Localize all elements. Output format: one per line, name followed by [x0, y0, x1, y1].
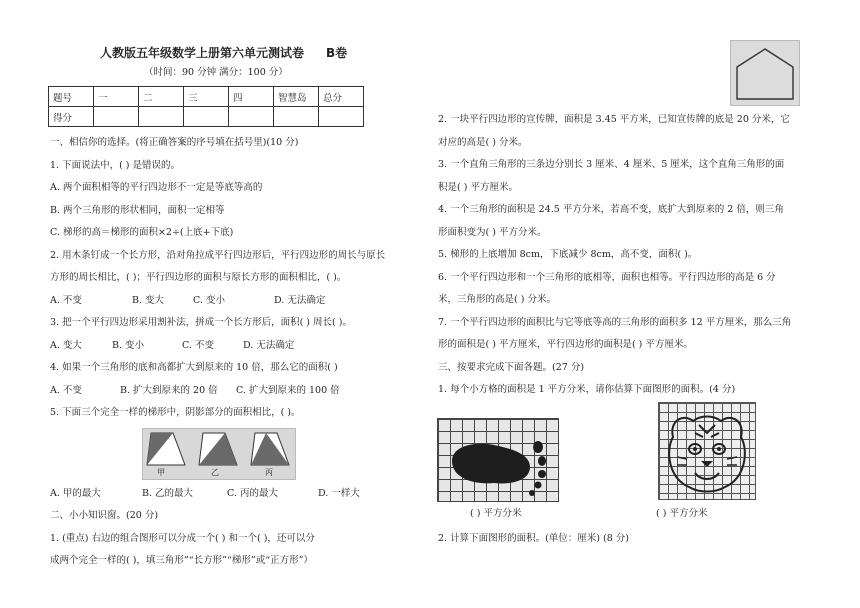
score-input-cell[interactable]: [319, 107, 364, 127]
question-5-option: C. 丙的最大: [227, 488, 278, 499]
footprint-area-answer[interactable]: ( ) 平方分米: [470, 508, 522, 519]
trapezoids-figure: [142, 428, 296, 480]
question-2-option: B. 变大: [132, 295, 165, 306]
house-shape-drawing: [731, 41, 799, 105]
right-question-6-line-2: 米，三角形的高是( ) 分米。: [438, 294, 556, 305]
question-1-option-b: B. 两个三角形的形状相同，面积一定相等: [50, 205, 225, 216]
question-2-line-1: 2. 用木条钉成一个长方形，沿对角拉成平行四边形后，平行四边形的周长与原长: [50, 250, 386, 261]
score-cell: 二: [139, 87, 184, 107]
right-question-9: 2. 计算下面图形的面积。(单位：厘米) (8 分): [438, 533, 629, 544]
score-cell: 智慧岛: [274, 87, 319, 107]
exam-version: B卷: [326, 46, 348, 60]
question-4-option: C. 扩大到原来的 100 倍: [236, 385, 340, 396]
right-question-4-line-2: 形面积变为( ) 平方分米。: [438, 227, 547, 238]
question-5: 5. 下面三个完全一样的梯形中，阴影部分的面积相比，( )。: [50, 407, 301, 418]
score-cell: 总分: [319, 87, 364, 107]
question-2-option: A. 不变: [50, 295, 82, 306]
right-question-2-line-1: 2. 一块平行四边形的宣传牌，面积是 3.45 平方米，已知宣传牌的底是 20 分米，它: [438, 114, 790, 125]
composite-figure-photo: [730, 40, 800, 106]
right-question-6-line-1: 6. 一个平行四边形和一个三角形的底相等，面积也相等。平行四边形的高是 6 分: [438, 272, 776, 283]
score-table-score-row: [49, 107, 364, 127]
question-1: 1. 下面说法中，( ) 是错误的。: [50, 160, 181, 171]
score-input-cell[interactable]: [184, 107, 229, 127]
score-cell: 得分: [49, 107, 94, 127]
question-3-option: A. 变大: [50, 340, 82, 351]
score-input-cell[interactable]: [139, 107, 184, 127]
right-question-7-line-1: 7. 一个平行四边形的面积比与它等底等高的三角形的面积多 12 平方厘米，那么三角: [438, 317, 792, 328]
question-3: 3. 把一个平行四边形采用割补法，拼成一个长方形后，面积( ) 周长( )。: [50, 317, 352, 328]
question-2-option: C. 变小: [193, 295, 225, 306]
question-5-option: B. 乙的最大: [142, 488, 194, 499]
section-2-heading: 二、小小知识窗。(20 分): [50, 510, 159, 521]
score-table: [48, 86, 364, 127]
section-3-heading: 三、按要求完成下面各题。(27 分): [438, 362, 585, 373]
score-cell: 题号: [49, 87, 94, 107]
question-3-option: B. 变小: [112, 340, 145, 351]
question-3-option: D. 无法确定: [243, 340, 295, 351]
score-input-cell[interactable]: [229, 107, 274, 127]
trapezoid-jia: [147, 433, 185, 465]
exam-title: 人教版五年级数学上册第六单元测试卷: [100, 46, 305, 60]
footprint-drawing: [438, 419, 558, 501]
question-2-line-2: 方形的周长相比，( )；平行四边形的面积与原长方形的面积相比，( )。: [50, 272, 347, 283]
score-input-cell[interactable]: [274, 107, 319, 127]
trapezoid-label: 乙: [211, 468, 219, 477]
right-question-4-line-1: 4. 一个三角形的面积是 24.5 平方分米，若高不变，底扩大到原来的 2 倍，则三角: [438, 204, 784, 215]
question-1-option-a: A. 两个面积相等的平行四边形不一定是等底等高的: [50, 182, 263, 193]
right-question-5: 5. 梯形的上底增加 8cm，下底减少 8cm，高不变，面积( )。: [438, 249, 698, 260]
right-question-7-line-2: 形的面积是( ) 平方厘米，平行四边形的面积是( ) 平方厘米。: [438, 339, 693, 350]
question-6-line-1: 1. (重点) 右边的组合图形可以分成一个( ) 和一个( )，还可以分: [50, 533, 315, 544]
trapezoid-label: 丙: [265, 468, 273, 477]
footprint-grid-figure: [437, 418, 559, 502]
question-3-option: C. 不变: [182, 340, 214, 351]
score-table-header-row: [49, 87, 364, 107]
trapezoid-label: 甲: [157, 468, 165, 477]
question-1-option-c: C. 梯形的高＝梯形的面积×2÷(上底+下底): [50, 227, 234, 238]
trapezoid-bing: [251, 433, 289, 465]
question-5-option: D. 一样大: [318, 488, 360, 499]
section-1-heading: 一、相信你的选择。(将正确答案的序号填在括号里)(10 分): [50, 137, 299, 148]
question-4: 4. 如果一个三角形的底和高都扩大到原来的 10 倍，那么它的面积( ): [50, 362, 338, 373]
score-cell: 一: [94, 87, 139, 107]
score-cell: 三: [184, 87, 229, 107]
trapezoid-yi: [199, 433, 237, 465]
right-question-2-line-2: 对应的高是( ) 分米。: [438, 137, 528, 148]
right-question-3-line-1: 3. 一个直角三角形的三条边分别长 3 厘米、4 厘米、5 厘米，这个直角三角形的面: [438, 159, 785, 170]
question-5-option: A. 甲的最大: [50, 488, 101, 499]
question-4-option: B. 扩大到原来的 20 倍: [120, 385, 218, 396]
tiger-area-answer[interactable]: ( ) 平方分米: [656, 508, 708, 519]
question-4-option: A. 不变: [50, 385, 82, 396]
question-2-option: D. 无法确定: [274, 295, 326, 306]
score-cell: 四: [229, 87, 274, 107]
right-question-8: 1. 每个小方格的面积是 1 平方分米，请你估算下面图形的面积。(4 分): [438, 384, 736, 395]
time-info: （时间：90 分钟 满分：100 分）: [144, 67, 288, 78]
score-input-cell[interactable]: [94, 107, 139, 127]
right-question-3-line-2: 积是( ) 平方厘米。: [438, 182, 518, 193]
question-6-line-2: 成两个完全一样的( )，填三角形”“长方形”“梯形”或“正方形”）: [50, 555, 313, 566]
tiger-grid-figure: [658, 402, 756, 500]
tiger-face-drawing: [659, 403, 755, 499]
